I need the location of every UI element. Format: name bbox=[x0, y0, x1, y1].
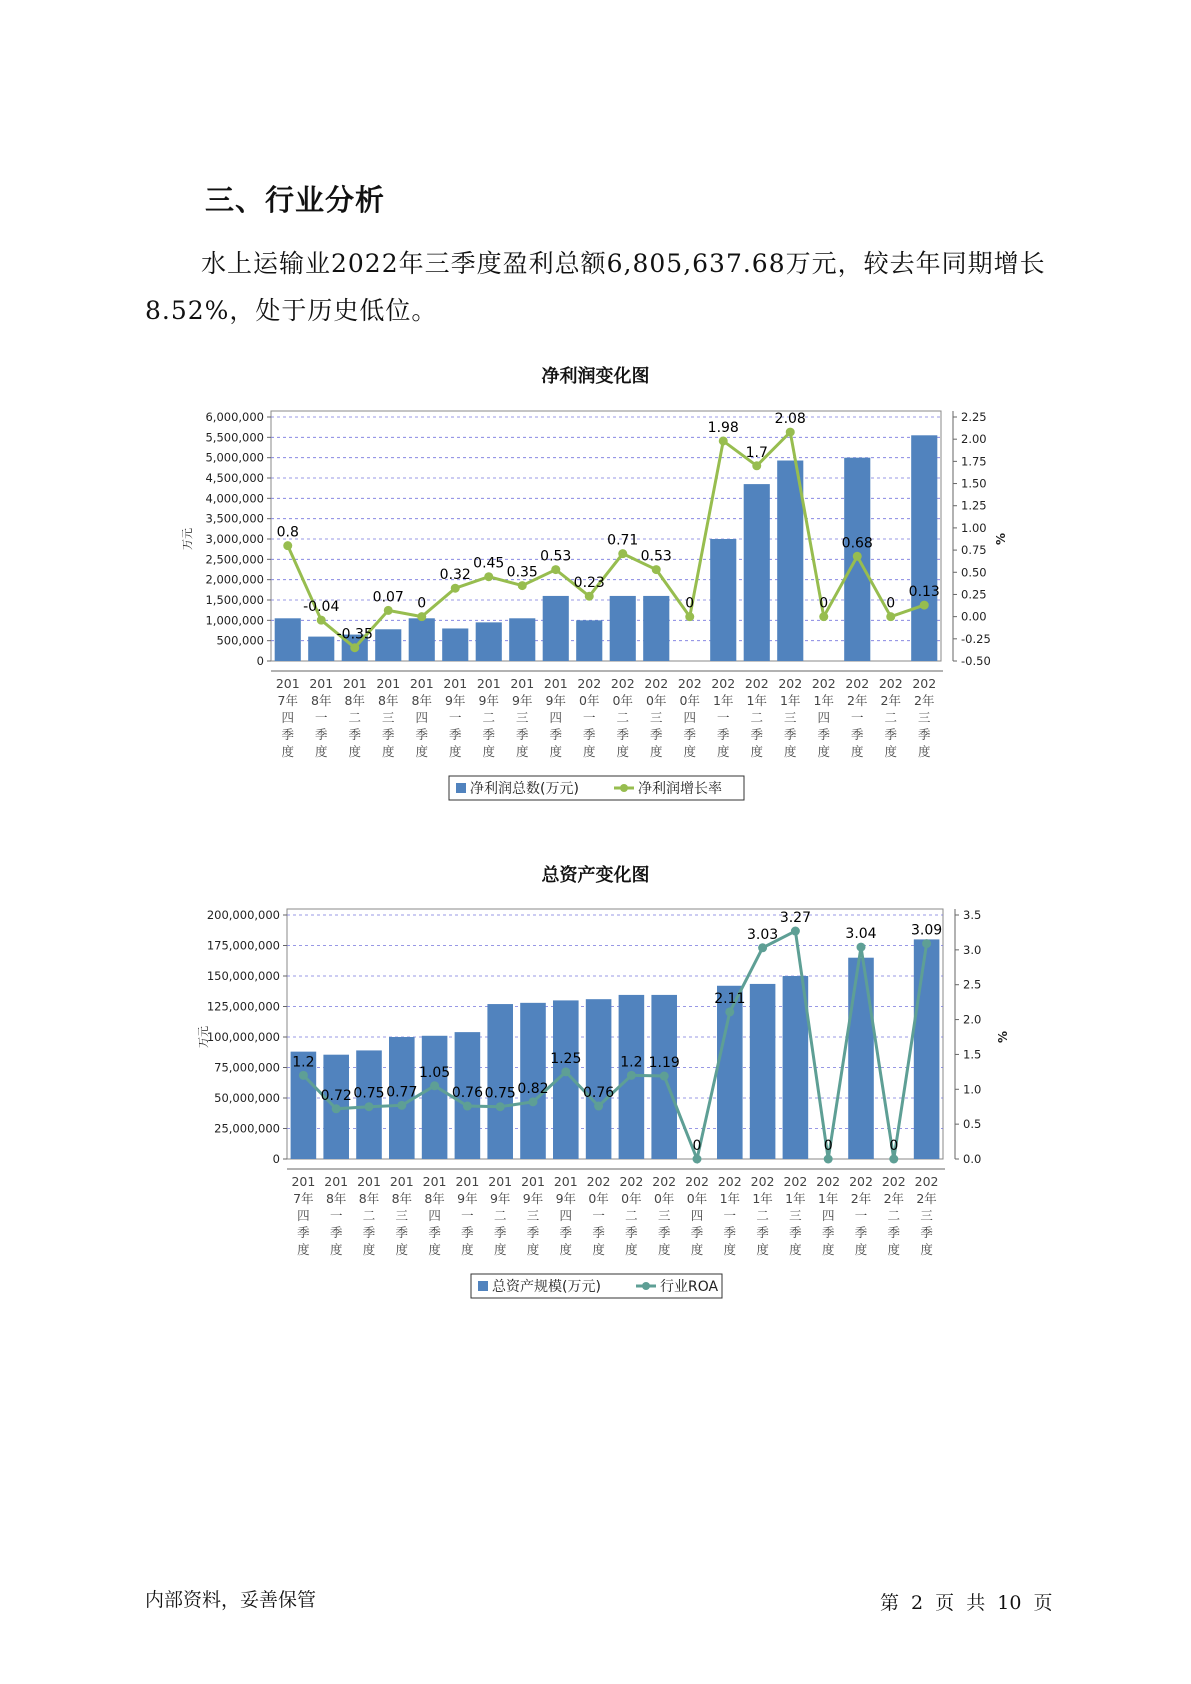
legend-line-marker bbox=[620, 784, 628, 792]
category-label: 202 0年三季度 bbox=[652, 1174, 677, 1257]
data-label: 0 bbox=[692, 1138, 702, 1154]
line-point bbox=[920, 601, 929, 610]
line-point bbox=[350, 643, 359, 652]
y-tick-label: 0 bbox=[272, 1152, 280, 1166]
data-label: 1.2 bbox=[292, 1054, 315, 1071]
plot-area bbox=[271, 411, 941, 661]
category-label: 202 2年三季度 bbox=[914, 1174, 939, 1257]
data-label: 1.7 bbox=[745, 444, 768, 461]
category-label: 202 2年三季度 bbox=[912, 676, 937, 759]
category-label: 202 1年四季度 bbox=[811, 676, 836, 759]
category-label: 202 0年一季度 bbox=[577, 676, 602, 759]
data-label: 3.27 bbox=[779, 910, 811, 927]
section-title: 三、行业分析 bbox=[205, 183, 386, 217]
category-label: 202 0年一季度 bbox=[586, 1174, 611, 1257]
y-tick-label: 2,500,000 bbox=[205, 552, 264, 567]
category-label: 201 8年三季度 bbox=[376, 676, 401, 759]
data-label: 0.72 bbox=[320, 1087, 352, 1104]
data-label: 0.07 bbox=[372, 589, 404, 606]
category-label: 201 8年二季度 bbox=[357, 1174, 381, 1257]
footer-page-number: 第 2 页 共 10 页 bbox=[880, 1592, 1053, 1614]
data-label: 0.8 bbox=[276, 524, 299, 541]
bar bbox=[509, 618, 535, 661]
category-label: 201 8年四季度 bbox=[409, 676, 434, 759]
bar bbox=[610, 596, 636, 661]
line-point bbox=[886, 612, 895, 621]
bar bbox=[543, 596, 569, 661]
category-label: 202 2年一季度 bbox=[845, 676, 870, 759]
y-tick-label: 3,500,000 bbox=[205, 511, 264, 526]
data-label: 0 bbox=[819, 595, 829, 612]
y2-tick-label: 2.0 bbox=[963, 1012, 982, 1027]
data-label: 0.75 bbox=[353, 1085, 385, 1102]
data-label: -0.04 bbox=[303, 599, 340, 616]
y2-tick-label: 0.75 bbox=[961, 543, 987, 558]
category-label: 201 9年四季度 bbox=[553, 1174, 578, 1257]
category-label: 202 0年四季度 bbox=[677, 676, 702, 759]
data-label: 0 bbox=[823, 1138, 833, 1154]
y-tick-label: 1,500,000 bbox=[205, 593, 264, 607]
legend-bar-swatch bbox=[456, 783, 466, 793]
data-label: 0 bbox=[685, 595, 695, 612]
y-tick-label: 150,000,000 bbox=[206, 969, 280, 983]
line-point bbox=[484, 572, 493, 581]
bar bbox=[576, 620, 602, 661]
data-label: 2.11 bbox=[714, 990, 746, 1007]
line-point bbox=[585, 592, 594, 601]
y2-axis-title: % bbox=[994, 532, 1008, 546]
y-tick-label: 4,500,000 bbox=[205, 471, 264, 485]
bar bbox=[911, 435, 937, 661]
y2-tick-label: 0.5 bbox=[963, 1117, 982, 1132]
y2-tick-label: 1.25 bbox=[961, 498, 987, 513]
data-label: 2.08 bbox=[774, 411, 806, 428]
category-label: 201 9年二季度 bbox=[488, 1174, 513, 1257]
line-point bbox=[693, 1155, 702, 1164]
category-label: 202 1年一季度 bbox=[717, 1174, 742, 1257]
y-tick-label: 5,500,000 bbox=[205, 430, 264, 445]
chart-title-net-profit: 净利润变化图 bbox=[541, 366, 650, 387]
legend-line-label: 行业ROA bbox=[660, 1279, 719, 1295]
bar bbox=[710, 539, 736, 661]
legend-bar-label: 净利润总数(万元) bbox=[470, 781, 579, 797]
data-label: 0.71 bbox=[607, 532, 639, 549]
data-label: 1.98 bbox=[707, 419, 739, 436]
data-label: 3.09 bbox=[911, 922, 943, 939]
category-label: 202 1年二季度 bbox=[750, 1174, 775, 1257]
data-label: 0.82 bbox=[517, 1080, 549, 1097]
bar bbox=[848, 958, 874, 1159]
legend-line-marker bbox=[642, 1282, 650, 1290]
line-point bbox=[496, 1102, 505, 1111]
category-label: 202 1年四季度 bbox=[816, 1174, 841, 1257]
data-label: 3.04 bbox=[845, 926, 877, 943]
data-label: 0.13 bbox=[908, 584, 940, 601]
line-point bbox=[397, 1101, 406, 1110]
line-point bbox=[857, 943, 866, 952]
y-tick-label: 200,000,000 bbox=[206, 908, 280, 922]
bar bbox=[744, 484, 770, 661]
legend-bar-label: 总资产规模(万元) bbox=[492, 1279, 601, 1295]
y2-tick-label: 1.75 bbox=[961, 454, 987, 469]
data-label: 0.76 bbox=[451, 1085, 483, 1102]
y-tick-label: 4,000,000 bbox=[205, 491, 264, 506]
line-point bbox=[561, 1067, 570, 1076]
y2-tick-label: -0.50 bbox=[961, 654, 991, 668]
chart-title-total-assets: 总资产变化图 bbox=[541, 865, 650, 886]
bar bbox=[750, 984, 776, 1159]
y2-tick-label: 0.50 bbox=[961, 565, 987, 580]
line-point bbox=[283, 541, 292, 550]
category-label: 201 9年二季度 bbox=[476, 676, 501, 759]
legend-bar-swatch bbox=[478, 1281, 488, 1291]
y-tick-label: 6,000,000 bbox=[205, 410, 264, 424]
line-point bbox=[451, 584, 460, 593]
line-point bbox=[685, 612, 694, 621]
line-point bbox=[417, 612, 426, 621]
data-label: 1.2 bbox=[620, 1054, 643, 1071]
legend-line-label: 净利润增长率 bbox=[638, 781, 722, 797]
data-label: 0.77 bbox=[386, 1084, 418, 1101]
line-point bbox=[551, 565, 560, 574]
category-label: 201 9年一季度 bbox=[443, 676, 468, 759]
y2-tick-label: 3.5 bbox=[963, 908, 982, 922]
line-point bbox=[889, 1155, 898, 1164]
summary-paragraph: 水上运输业2022年三季度盈利总额6,805,637.68万元，较去年同期增长8.52%，处于历史低位。 bbox=[145, 249, 1046, 325]
y-axis-title: 万元 bbox=[197, 1026, 210, 1048]
data-label: 0.75 bbox=[484, 1085, 516, 1102]
y2-tick-label: 2.00 bbox=[961, 432, 987, 447]
line-point bbox=[786, 428, 795, 437]
category-label: 202 1年三季度 bbox=[778, 676, 803, 759]
data-label: 0.53 bbox=[540, 548, 572, 565]
category-label: 201 8年三季度 bbox=[389, 1174, 414, 1257]
data-label: 0 bbox=[889, 1138, 899, 1154]
net-profit-chart bbox=[0, 395, 1191, 825]
y-tick-label: 125,000,000 bbox=[206, 999, 280, 1014]
data-label: 0.53 bbox=[640, 548, 672, 565]
y-tick-label: 100,000,000 bbox=[206, 1030, 280, 1044]
line-point bbox=[824, 1155, 833, 1164]
y2-tick-label: -0.25 bbox=[961, 631, 991, 646]
category-label: 201 9年三季度 bbox=[521, 1174, 545, 1257]
bar bbox=[586, 999, 612, 1159]
line-point bbox=[922, 939, 931, 948]
data-label: 0.35 bbox=[506, 564, 538, 581]
line-point bbox=[384, 606, 393, 615]
category-label: 201 9年四季度 bbox=[543, 676, 568, 759]
line-point bbox=[853, 552, 862, 561]
total-assets-chart bbox=[0, 895, 1191, 1315]
line-point bbox=[365, 1102, 374, 1111]
line-point bbox=[752, 461, 761, 470]
y-tick-label: 175,000,000 bbox=[206, 938, 280, 953]
category-label: 202 0年二季度 bbox=[619, 1174, 644, 1257]
line-point bbox=[791, 927, 800, 936]
data-label: 1.19 bbox=[648, 1055, 680, 1072]
bar bbox=[643, 596, 669, 661]
data-label: 1.05 bbox=[419, 1064, 451, 1081]
y2-tick-label: 1.5 bbox=[963, 1047, 982, 1062]
bar bbox=[275, 618, 301, 661]
bar bbox=[914, 939, 940, 1159]
data-label: -0.35 bbox=[336, 626, 373, 643]
bar bbox=[476, 622, 502, 661]
line-point bbox=[725, 1007, 734, 1016]
line-point bbox=[332, 1104, 341, 1113]
bar bbox=[442, 628, 468, 661]
category-label: 202 1年一季度 bbox=[711, 676, 736, 759]
bar bbox=[308, 637, 334, 661]
bar bbox=[487, 1004, 513, 1159]
category-label: 202 2年一季度 bbox=[849, 1174, 873, 1257]
bar bbox=[409, 618, 435, 661]
data-label: 3.03 bbox=[747, 926, 779, 943]
category-label: 201 8年一季度 bbox=[324, 1174, 349, 1257]
y2-tick-label: 0.00 bbox=[961, 609, 987, 624]
category-label: 202 1年二季度 bbox=[744, 676, 769, 759]
line-point bbox=[618, 549, 627, 558]
line-point bbox=[430, 1081, 439, 1090]
category-label: 201 8年四季度 bbox=[422, 1174, 447, 1257]
data-label: 0.76 bbox=[583, 1085, 615, 1102]
line-point bbox=[758, 943, 767, 952]
data-label: 0 bbox=[886, 595, 896, 612]
category-label: 201 7年四季度 bbox=[275, 676, 300, 759]
category-label: 201 8年一季度 bbox=[309, 676, 334, 759]
category-label: 201 9年三季度 bbox=[510, 676, 535, 759]
data-label: 0 bbox=[417, 595, 427, 612]
data-label: 0.23 bbox=[573, 575, 605, 592]
bar bbox=[375, 629, 401, 661]
y-tick-label: 25,000,000 bbox=[214, 1121, 280, 1136]
footer-confidential-note: 内部资料，妥善保管 bbox=[145, 1589, 317, 1611]
category-label: 202 0年二季度 bbox=[610, 676, 635, 759]
y2-tick-label: 0.0 bbox=[963, 1152, 982, 1166]
y-tick-label: 50,000,000 bbox=[214, 1091, 280, 1105]
category-label: 201 9年一季度 bbox=[455, 1174, 480, 1257]
line-point bbox=[652, 565, 661, 574]
line-point bbox=[719, 436, 728, 445]
line-point bbox=[463, 1102, 472, 1111]
category-label: 201 7年四季度 bbox=[291, 1174, 316, 1257]
data-label: 0.68 bbox=[841, 535, 873, 552]
y2-tick-label: 0.25 bbox=[961, 587, 987, 602]
y-tick-label: 500,000 bbox=[216, 633, 264, 648]
y2-tick-label: 3.0 bbox=[963, 942, 982, 957]
line-point bbox=[594, 1102, 603, 1111]
line-point bbox=[627, 1071, 636, 1080]
bar bbox=[422, 1036, 448, 1159]
line-point bbox=[660, 1072, 669, 1081]
y2-tick-label: 1.00 bbox=[961, 520, 987, 535]
y-tick-label: 2,000,000 bbox=[205, 572, 264, 587]
data-label: 0.45 bbox=[473, 555, 505, 572]
plot-area bbox=[287, 909, 943, 1159]
line-point bbox=[299, 1071, 308, 1080]
category-label: 202 0年四季度 bbox=[685, 1174, 709, 1257]
category-label: 202 2年二季度 bbox=[878, 676, 903, 759]
data-label: 1.25 bbox=[550, 1050, 582, 1067]
line-point bbox=[529, 1097, 538, 1106]
y-tick-label: 75,000,000 bbox=[214, 1060, 280, 1075]
y2-tick-label: 1.0 bbox=[963, 1082, 982, 1097]
y-tick-label: 0 bbox=[256, 654, 264, 668]
category-label: 201 8年二季度 bbox=[342, 676, 367, 759]
category-label: 202 2年二季度 bbox=[881, 1174, 906, 1257]
line-point bbox=[518, 581, 527, 590]
line-point bbox=[317, 616, 326, 625]
y2-tick-label: 2.5 bbox=[963, 977, 982, 992]
y-tick-label: 1,000,000 bbox=[205, 613, 264, 628]
y2-tick-label: 2.25 bbox=[961, 410, 987, 424]
y-tick-label: 3,000,000 bbox=[205, 532, 264, 546]
y-tick-label: 5,000,000 bbox=[205, 450, 264, 465]
category-label: 202 0年三季度 bbox=[644, 676, 669, 759]
y-axis-title: 万元 bbox=[181, 528, 194, 550]
y2-tick-label: 1.50 bbox=[961, 476, 987, 491]
category-label: 202 1年三季度 bbox=[783, 1174, 808, 1257]
data-label: 0.32 bbox=[439, 567, 471, 584]
y2-axis-title: % bbox=[996, 1030, 1010, 1044]
line-point bbox=[819, 612, 828, 621]
